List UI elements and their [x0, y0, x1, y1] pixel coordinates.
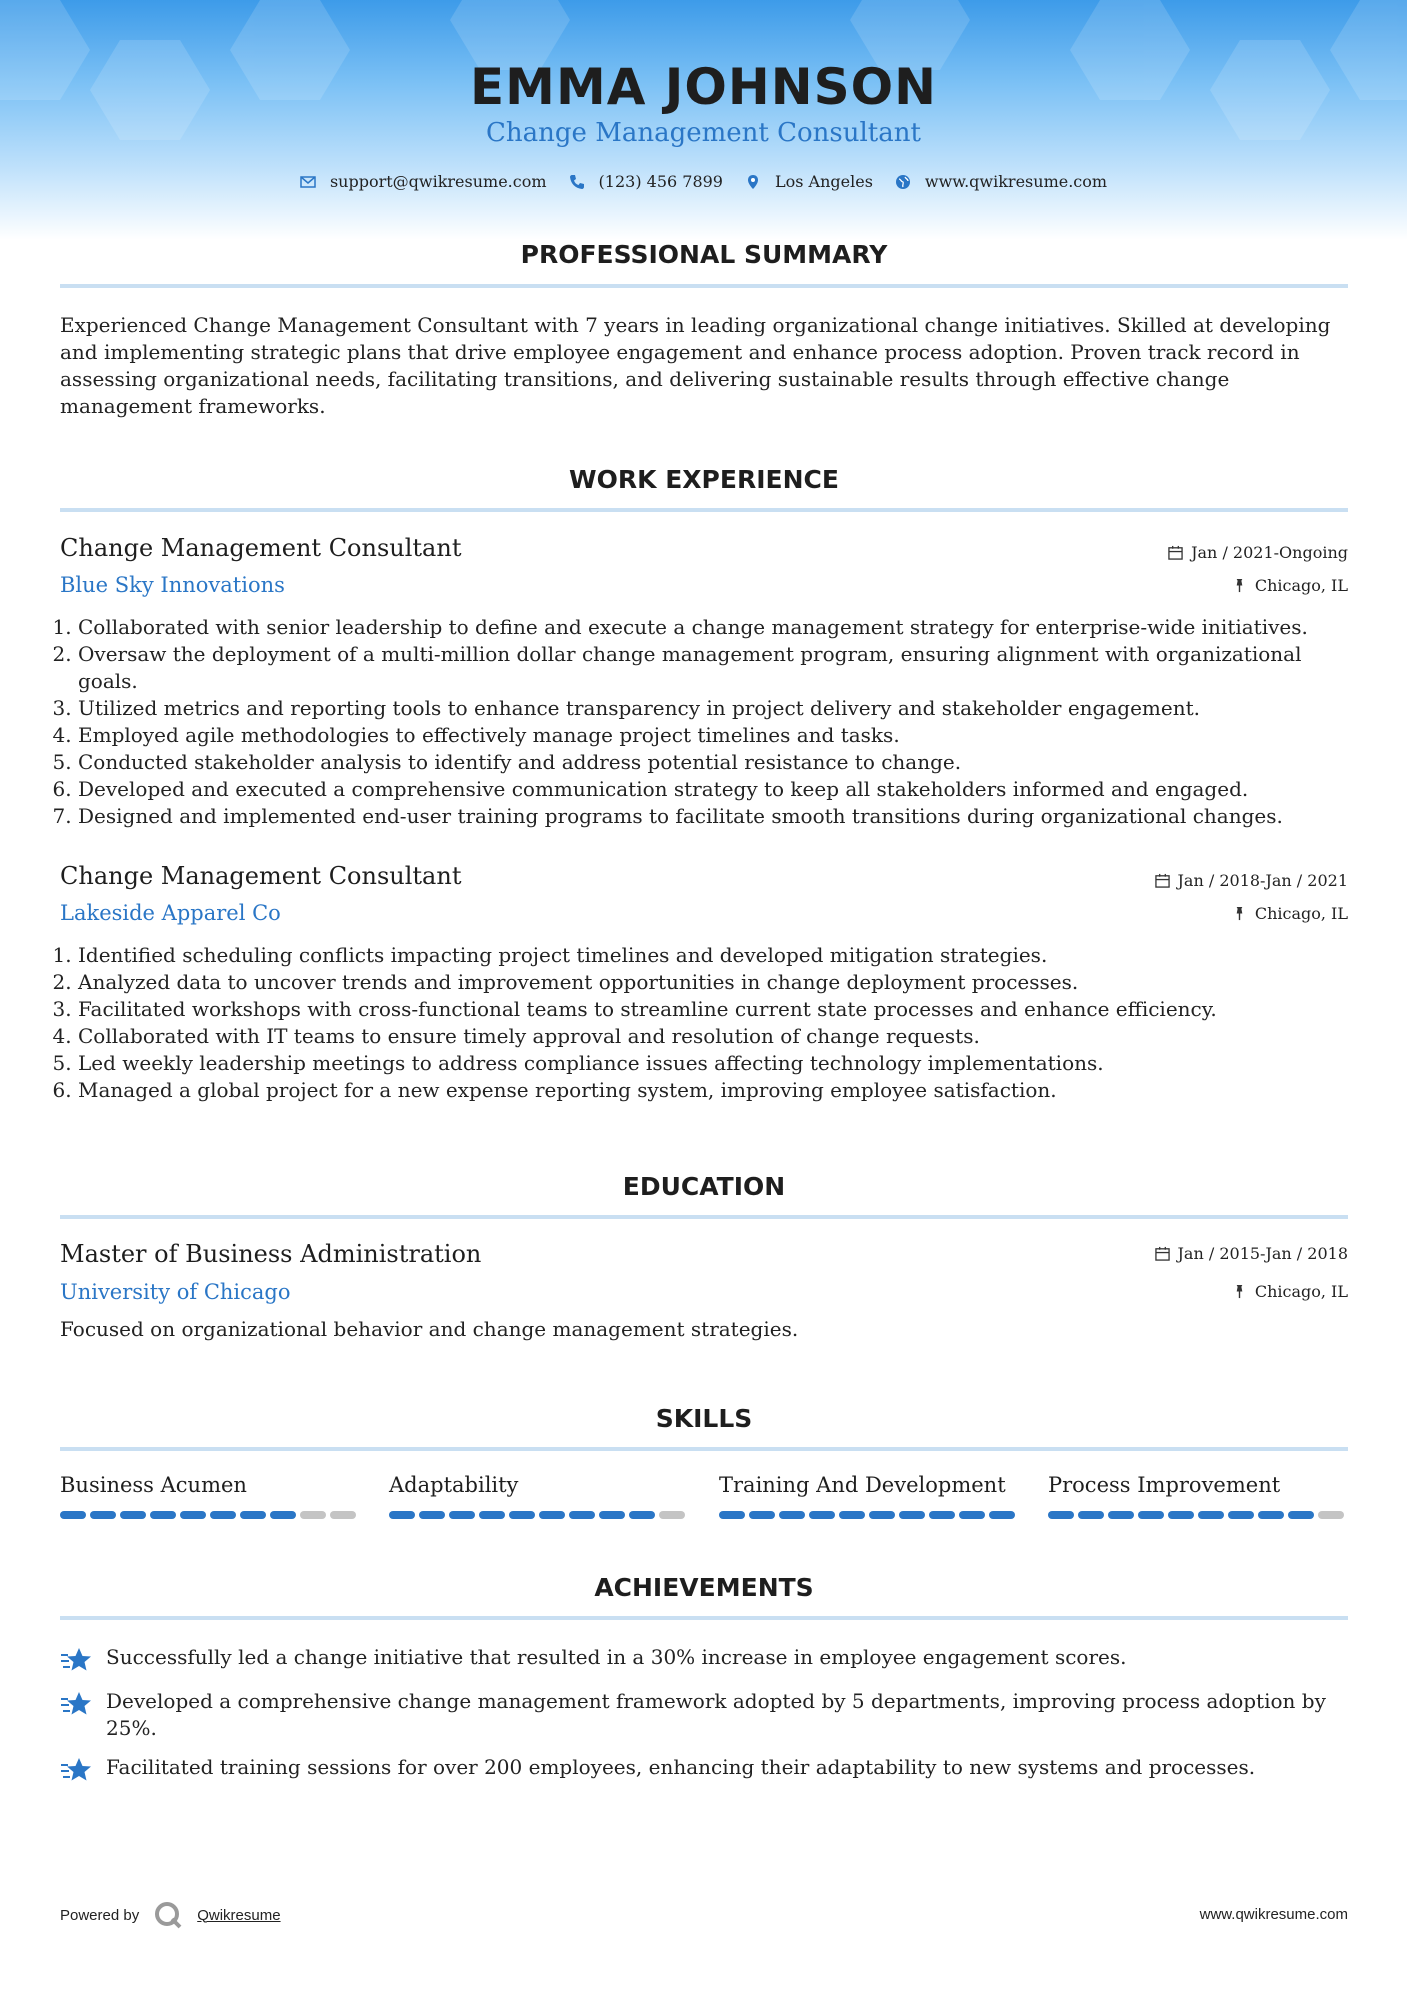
job-2-company: Lakeside Apparel Co [60, 901, 281, 925]
job-1-dates [1168, 543, 1348, 562]
skill-name: Business Acumen [60, 1473, 247, 1497]
contact-location-text: Los Angeles [774, 172, 873, 191]
skill-segment-filled [1258, 1511, 1284, 1519]
skills-heading: SKILLS [655, 1404, 753, 1433]
contact-email-text: support@qwikresume.com [329, 172, 547, 191]
job-1-bullet: 4. Employed agile methodologies to effectively manage project timelines and tasks. [78, 722, 1366, 749]
achievements-heading: ACHIEVEMENTS [594, 1573, 814, 1602]
star-icon [60, 1756, 92, 1786]
envelope-icon [300, 174, 316, 190]
star-icon [60, 1690, 92, 1720]
summary-divider [60, 284, 1348, 288]
job-2-bullet: 6. Managed a global project for a new expense reporting system, improving employee satisfaction. [78, 1077, 1366, 1104]
skills-divider [60, 1447, 1348, 1451]
education-location-text: Chicago, IL [1254, 1282, 1348, 1301]
qwikresume-logo-icon [153, 1900, 183, 1930]
skill-segment-empty [659, 1511, 685, 1519]
job-1-bullet: 7. Designed and implemented end-user training programs to facilitate smooth transitions during organizational changes. [78, 803, 1366, 830]
job-2-bullet: 2. Analyzed data to uncover trends and improvement opportunities in change deployment processes. [78, 969, 1366, 996]
job-1-location-text: Chicago, IL [1254, 576, 1348, 595]
skill-level-bar [389, 1511, 689, 1519]
skill-segment-filled [389, 1511, 415, 1519]
job-2-title: Change Management Consultant [60, 862, 462, 890]
education-divider [60, 1215, 1348, 1219]
skill-level-bar [719, 1511, 1019, 1519]
skill-name: Training And Development [719, 1473, 1006, 1497]
job-2-bullet: 3. Facilitated workshops with cross-functional teams to streamline current state processes and enhance efficiency. [78, 996, 1366, 1023]
skill-item [1048, 1473, 1348, 1519]
achievement-item [60, 1688, 1348, 1742]
powered-by-label: Powered by [60, 1906, 140, 1924]
skill-name: Process Improvement [1048, 1473, 1281, 1497]
skill-segment-filled [419, 1511, 445, 1519]
skill-segment-filled [869, 1511, 895, 1519]
calendar-icon [1155, 1246, 1170, 1261]
job-1-bullets [60, 614, 1366, 830]
skill-item [60, 1473, 360, 1519]
skill-segment-empty [1318, 1511, 1344, 1519]
job-2-bullet: 4. Collaborated with IT teams to ensure timely approval and resolution of change requests. [78, 1023, 1366, 1050]
pin-icon [1232, 578, 1247, 593]
education-location [1232, 1282, 1348, 1301]
achievement-item [60, 1644, 1348, 1676]
job-1-company: Blue Sky Innovations [60, 573, 285, 597]
footer-website[interactable]: www.qwikresume.com [1199, 1906, 1348, 1923]
skill-segment-filled [1288, 1511, 1314, 1519]
job-1-dates-text: Jan / 2021-Ongoing [1191, 543, 1348, 562]
candidate-title: Change Management Consultant [486, 118, 921, 148]
skill-segment-filled [449, 1511, 475, 1519]
calendar-icon [1168, 545, 1183, 560]
job-1-bullet: 6. Developed and executed a comprehensive communication strategy to keep all stakeholders informed and engaged. [78, 776, 1366, 803]
contact-email[interactable] [300, 172, 547, 191]
contact-bar [0, 172, 1407, 191]
skill-segment-filled [1138, 1511, 1164, 1519]
job-2-bullet: 1. Identified scheduling conflicts impacting project timelines and developed mitigation strategies. [78, 942, 1366, 969]
skill-item [719, 1473, 1019, 1519]
job-2-bullets [60, 942, 1366, 1104]
pin-icon [1232, 1284, 1247, 1299]
achievement-item [60, 1754, 1348, 1786]
contact-phone-text: (123) 456 7899 [598, 172, 723, 191]
brand-link[interactable]: Qwikresume [197, 1906, 281, 1924]
education-dates [1155, 1244, 1348, 1263]
achievement-text: Facilitated training sessions for over 200 employees, enhancing their adaptability to new systems and processes. [106, 1755, 1256, 1779]
map-marker-icon [745, 174, 761, 190]
skill-segment-filled [839, 1511, 865, 1519]
skill-segment-filled [180, 1511, 206, 1519]
skill-segment-empty [300, 1511, 326, 1519]
job-1-location [1232, 576, 1348, 595]
education-heading: EDUCATION [622, 1172, 786, 1201]
skill-segment-filled [959, 1511, 985, 1519]
star-icon [60, 1646, 92, 1676]
skill-segment-filled [569, 1511, 595, 1519]
contact-website[interactable] [895, 172, 1107, 191]
achievement-text: Successfully led a change initiative that resulted in a 30% increase in employee engagement scores. [106, 1645, 1127, 1669]
experience-heading: WORK EXPERIENCE [569, 465, 839, 494]
education-description: Focused on organizational behavior and change management strategies. [60, 1317, 799, 1341]
skill-segment-filled [90, 1511, 116, 1519]
skill-segment-filled [1078, 1511, 1104, 1519]
skill-segment-filled [1108, 1511, 1134, 1519]
skill-segment-filled [899, 1511, 925, 1519]
skill-segment-filled [749, 1511, 775, 1519]
skill-segment-filled [1168, 1511, 1194, 1519]
skill-name: Adaptability [389, 1473, 519, 1497]
achievement-text: Developed a comprehensive change management framework adopted by 5 departments, improving process adoption by 25%. [106, 1689, 1326, 1740]
skill-segment-filled [809, 1511, 835, 1519]
calendar-icon [1155, 873, 1170, 888]
skill-segment-filled [779, 1511, 805, 1519]
job-2-dates-text: Jan / 2018-Jan / 2021 [1177, 871, 1348, 890]
summary-text: Experienced Change Management Consultant with 7 years in leading organizational change initiatives. Skilled at developing and implementing strategic plans that drive employee engagement and enhance process adoption. Proven track record in assessing organizational needs, facilitating transitions, and delivering sustainable results through effective change management frameworks. [60, 313, 1331, 418]
summary-heading: PROFESSIONAL SUMMARY [520, 240, 888, 269]
candidate-name: EMMA JOHNSON [470, 58, 937, 116]
job-1-bullet: 3. Utilized metrics and reporting tools to enhance transparency in project delivery and stakeholder engagement. [78, 695, 1366, 722]
skill-segment-filled [479, 1511, 505, 1519]
skill-item [389, 1473, 689, 1519]
job-2-dates [1155, 871, 1348, 890]
education-school: University of Chicago [60, 1280, 291, 1304]
skill-segment-filled [120, 1511, 146, 1519]
education-dates-text: Jan / 2015-Jan / 2018 [1177, 1244, 1348, 1263]
skill-segment-empty [330, 1511, 356, 1519]
skill-segment-filled [1048, 1511, 1074, 1519]
skill-segment-filled [270, 1511, 296, 1519]
phone-icon [569, 174, 585, 190]
skill-segment-filled [1198, 1511, 1224, 1519]
pin-icon [1232, 906, 1247, 921]
education-degree: Master of Business Administration [60, 1240, 482, 1268]
skill-segment-filled [539, 1511, 565, 1519]
achievements-divider [60, 1616, 1348, 1620]
skill-segment-filled [240, 1511, 266, 1519]
skill-segment-filled [629, 1511, 655, 1519]
job-2-location-text: Chicago, IL [1254, 904, 1348, 923]
job-1-title: Change Management Consultant [60, 534, 462, 562]
job-1-bullet: 5. Conducted stakeholder analysis to identify and address potential resistance to change. [78, 749, 1366, 776]
experience-divider [60, 508, 1348, 512]
job-2-bullet: 5. Led weekly leadership meetings to address compliance issues affecting technology implementations. [78, 1050, 1366, 1077]
contact-phone[interactable] [569, 172, 723, 191]
skill-segment-filled [989, 1511, 1015, 1519]
skill-segment-filled [1228, 1511, 1254, 1519]
skill-segment-filled [509, 1511, 535, 1519]
skill-segment-filled [719, 1511, 745, 1519]
globe-icon [895, 174, 911, 190]
contact-location [745, 172, 873, 191]
skill-segment-filled [599, 1511, 625, 1519]
footer-powered-by [60, 1900, 281, 1930]
contact-website-text: www.qwikresume.com [924, 172, 1108, 191]
skill-segment-filled [929, 1511, 955, 1519]
job-1-bullet: 1. Collaborated with senior leadership to define and execute a change management strategy for enterprise-wide initiatives. [78, 614, 1366, 641]
job-2-location [1232, 904, 1348, 923]
skill-segment-filled [60, 1511, 86, 1519]
skill-segment-filled [210, 1511, 236, 1519]
skill-level-bar [60, 1511, 360, 1519]
job-1-bullet: 2. Oversaw the deployment of a multi-million dollar change management program, ensuring alignment with organizational goals. [78, 641, 1366, 695]
skill-segment-filled [150, 1511, 176, 1519]
skill-level-bar [1048, 1511, 1348, 1519]
